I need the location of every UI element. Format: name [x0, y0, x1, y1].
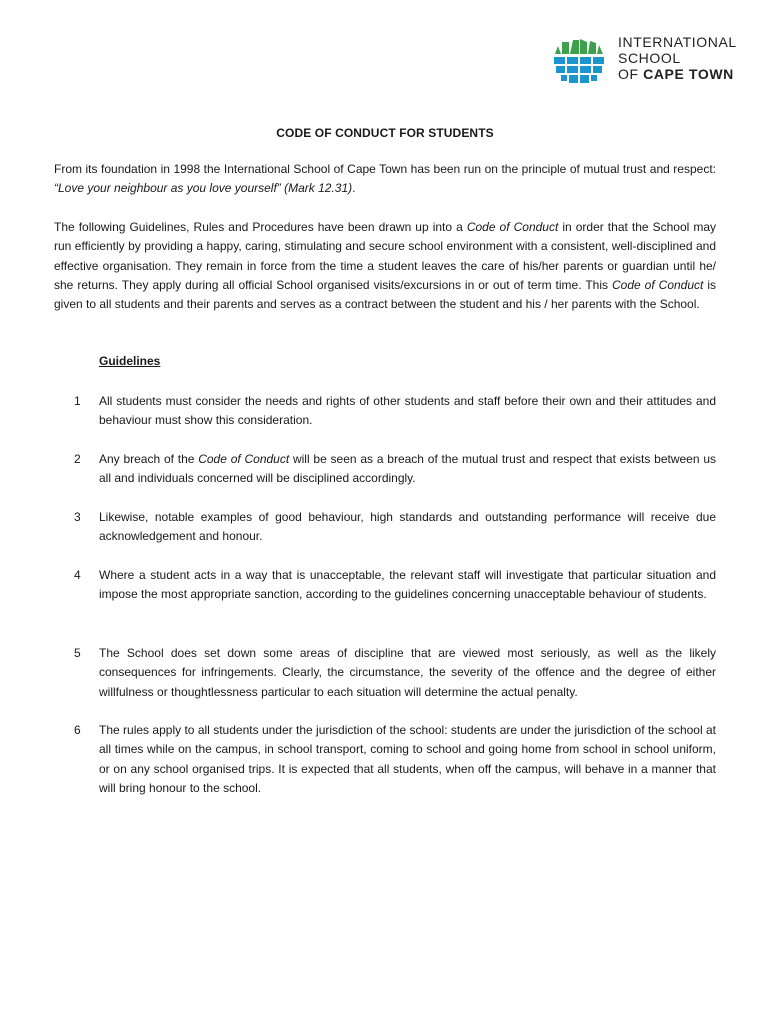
globe-logo-icon — [552, 36, 606, 86]
logo-line-2: SCHOOL — [618, 50, 681, 66]
school-name — [618, 34, 737, 82]
guideline-number: 4 — [74, 568, 81, 582]
purpose-paragraph: The following Guidelines, Rules and Procedures have been drawn up into a Code of Conduct in order that the School may run efficiently by providing a happy, caring, stimulating and secure school environment with a consistent, well-disciplined and effective organisation. They remain in force from the time a student leaves the care of his/her parents or guardian until he/ she returns. They apply during all official School organised visits/excursions in or out of term time. This Code of Conduct is given to all students and their parents and serves as a contract between the student and his / her parents with the School. — [54, 220, 717, 312]
school-logo — [552, 34, 752, 86]
guideline-text: The rules apply to all students under the jurisdiction of the school: students are under the jurisdiction of the school at all times while on the campus, in school transport, coming to school and going home from school in school uniform, or on any school organised trips. It is expected that all students, when off the campus, will behave in a manner that will bring honour to the school. — [99, 723, 716, 795]
document-title: CODE OF CONDUCT FOR STUDENTS — [276, 126, 494, 140]
guideline-number: 2 — [74, 452, 81, 466]
guideline-number: 6 — [74, 723, 81, 737]
bible-quote: “Love your neighbour as you love yourself” (Mark 12.31) — [54, 181, 353, 196]
guideline-text: Where a student acts in a way that is unacceptable, the relevant staff will investigate that particular situation and impose the most appropriate sanction, according to the guidelines concerning unacceptable behaviour of students. — [99, 568, 716, 602]
logo-line-3: OF CAPE TOWN — [618, 66, 734, 82]
guideline-text: Likewise, notable examples of good behaviour, high standards and outstanding performance will receive due acknowledgement and honour. — [99, 510, 716, 544]
intro-paragraph: From its foundation in 1998 the International School of Cape Town has been run on the principle of mutual trust and respect: “Love your neighbour as you love yourself” (Mark 12.31). — [54, 162, 716, 196]
guideline-number: 3 — [74, 510, 81, 524]
logo-line-1: INTERNATIONAL — [618, 34, 737, 50]
guideline-text: The School does set down some areas of discipline that are viewed most seriously, as well as the likely consequences for infringements. Clearly, the circumstance, the severity of the offence and the degree of either willfulness or thoughtlessness particular to each situation will determine the actual penalty. — [99, 646, 716, 699]
guideline-text: Any breach of the Code of Conduct will be seen as a breach of the mutual trust and respect that exists between us all and individuals concerned will be disciplined accordingly. — [99, 452, 716, 486]
guideline-number: 1 — [74, 394, 81, 408]
guideline-text: All students must consider the needs and rights of other students and staff before their own and their attitudes and behaviour must show this consideration. — [99, 394, 716, 428]
guideline-number: 5 — [74, 646, 81, 660]
guidelines-heading: Guidelines — [99, 354, 161, 368]
